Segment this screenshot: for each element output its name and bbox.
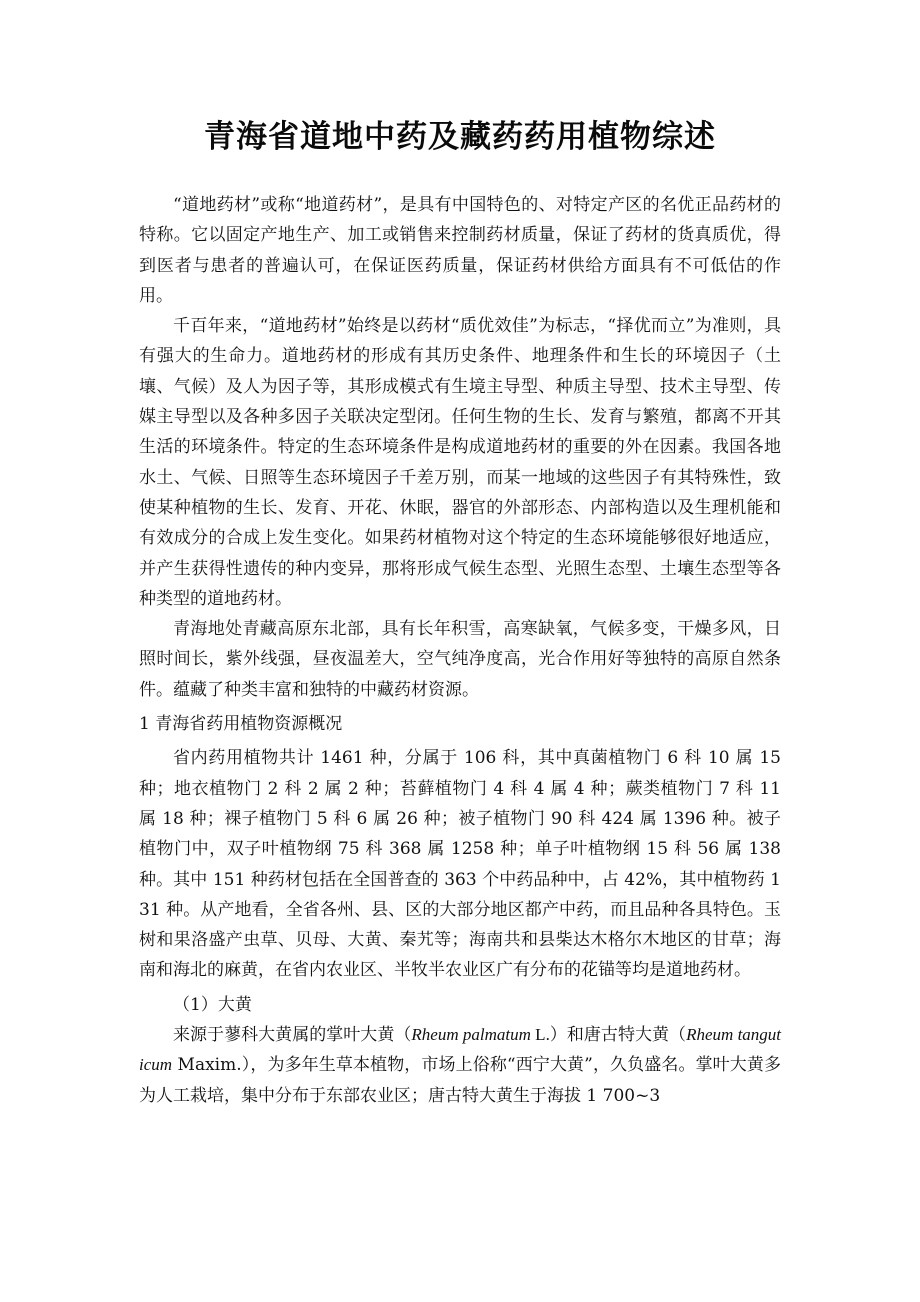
species-name-tanguticum: Rheum tanguticum (139, 1025, 782, 1075)
rhubarb-text-part1: 来源于蓼科大黄属的掌叶大黄（ (173, 1025, 412, 1046)
document-title: 青海省道地中药及藏药药用植物综述 (204, 119, 716, 155)
rhubarb-text-part2: L.）和唐古特大黄（ (530, 1025, 687, 1045)
paragraph-intro: “道地药材”或称“地道药材”，是具有中国特色的、对特定产区的名优正品药材的特称。它以固定产地生产、加工或销售来控制药材质量，保证了药材的货真质优，得到医者与患者的普遍认可，在保证医药质量，保证药材供给方面具有不可低估的作用。 (139, 195, 781, 306)
section-heading: 1 青海省药用植物资源概况 (139, 714, 343, 735)
paragraph-qinghai: 青海地处青藏高原东北部，具有长年积雪，高寒缺氧，气候多变，干燥多风，日照时间长，紫外线强，昼夜温差大，空气纯净度高，光合作用好等独特的高原自然条件。蕴藏了种类丰富和独特的中藏药材资源。 (139, 619, 781, 700)
rhubarb-text-part3: Maxim.），为多年生草本植物，市场上俗称“西宁大黄”，久负盛名。掌叶大黄多为人工栽培，集中分布于东部农业区；唐古特大黄生于海拔 1 700~3 (139, 1055, 781, 1106)
subsection-heading: （1）大黄 (173, 994, 252, 1015)
paragraph-history: 千百年来，“道地药材”始终是以药材“质优效佳”为标志，“择优而立”为准则，具有强大的生命力。道地药材的形成有其历史条件、地理条件和生长的环境因子（土壤、气候）及人为因子等，其形成模式有生境主导型、种质主导型、技术主导型、传媒主导型以及各种多因子关联决定型闭。任何生物的生长、发育与繁殖，都离不开其生活的环境条件。特定的生态环境条件是构成道地药材的重要的外在因素。我国各地水土、气候、日照等生态环境因子千差万别，而某一地域的这些因子有其特殊性，致使某种植物的生长、发育、开花、休眠，器官的外部形态、内部构造以及生理机能和有效成分的合成上发生变化。如果药材植物对这个特定的生态环境能够很好地适应，并产生获得性遗传的种内变异，那将形成气候生态型、光照生态型、土壤生态型等各种类型的道地药材。 (139, 316, 781, 609)
paragraph-resources: 省内药用植物共计 1461 种，分属于 106 科，其中真菌植物门 6 科 10 属 15 种；地衣植物门 2 科 2 属 2 种；苔藓植物门 4 科 4 属 4 种；蕨类植物门 7 科 11 属 18 种；裸子植物门 5 科 6 属 26 种；被子植物门 90 科 424 属 1396 种。被子植物门中，双子叶植物纲 75 科 368 属 1258 种；单子叶植物纲 15 科 56 属 138 种。其中 151 种药材包括在全国普查的 363 个中药品种中，占 42%，其中植物药 131 种。从产地看，全省各州、县、区的大部分地区都产中药，而且品种各具特色。玉树和果洛盛产虫草、贝母、大黄、秦艽等；海南共和县柴达木格尔木地区的甘草；海南和海北的麻黄，在省内农业区、半牧半农业区广有分布的花锚等均是道地药材。 (139, 748, 781, 981)
document-body (139, 190, 781, 1111)
species-name-palmatum: Rheum palmatum (411, 1025, 531, 1045)
paragraph-rhubarb (139, 1020, 781, 1111)
